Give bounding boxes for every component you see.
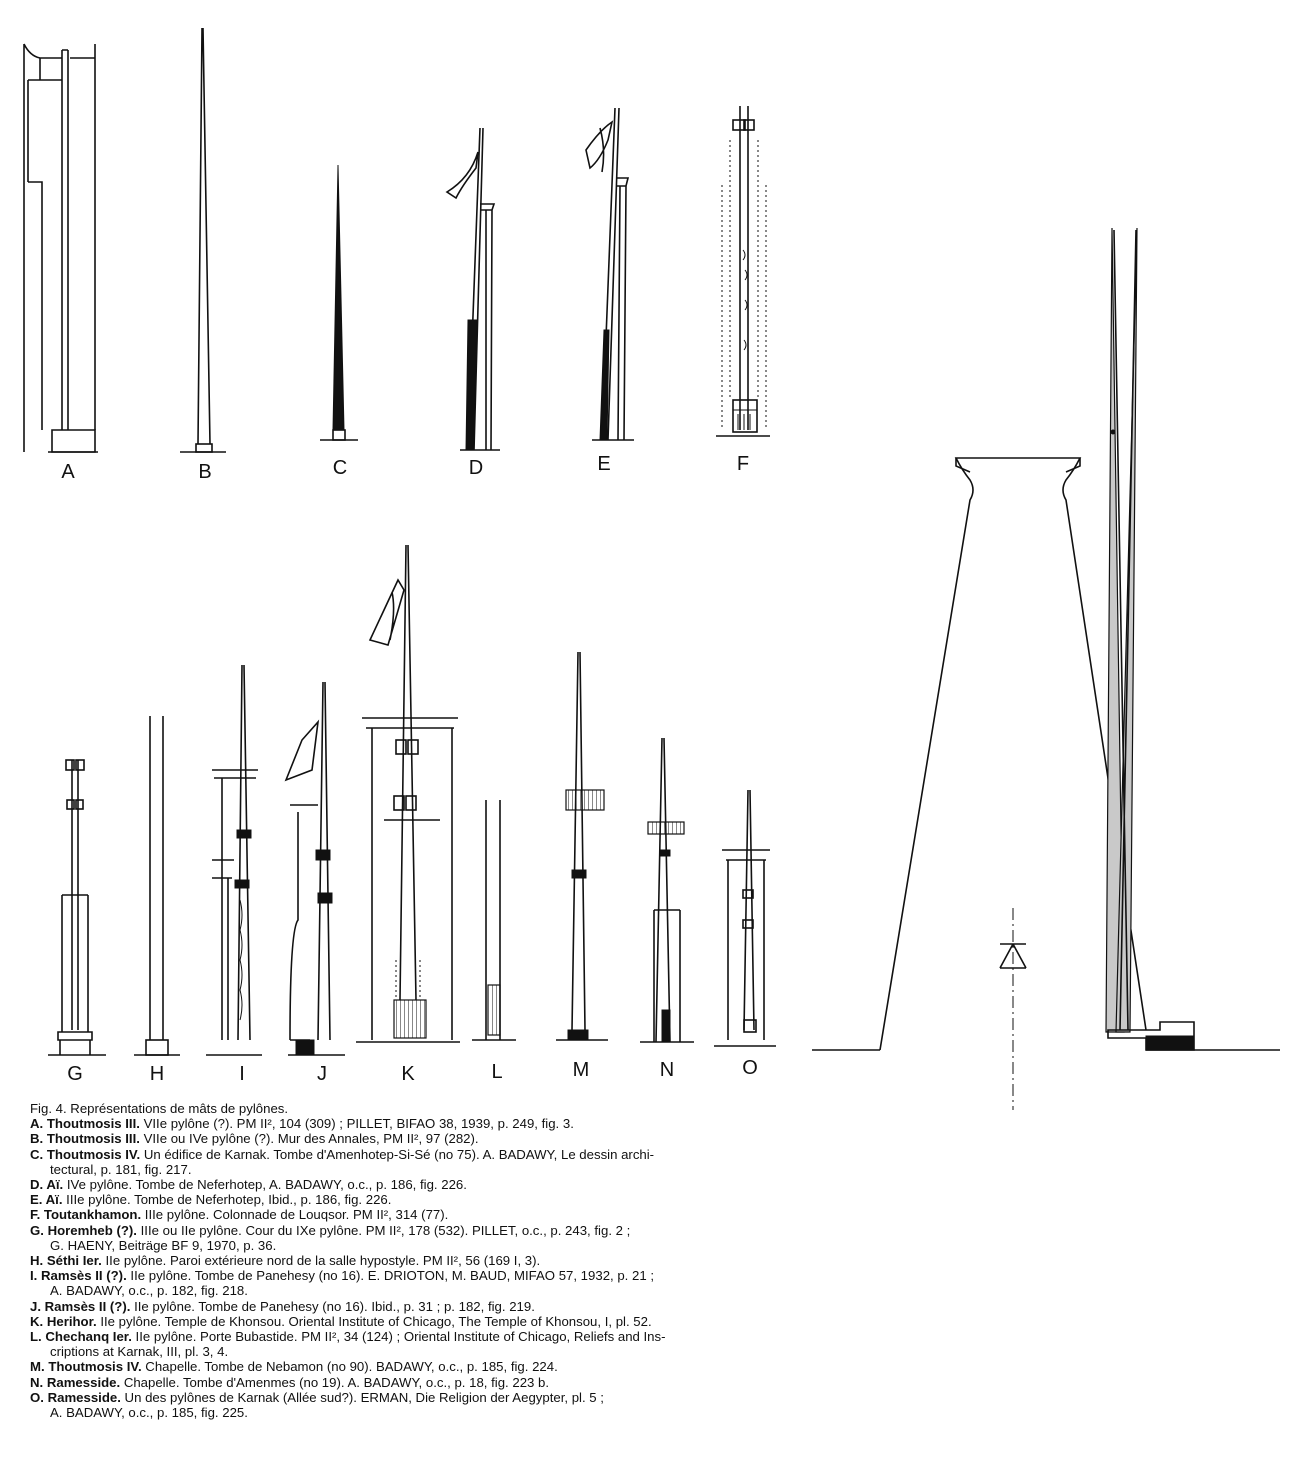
- caption-entry-heading: A. Thoutmosis III.: [30, 1116, 140, 1132]
- caption-entry-heading: E. Aï.: [30, 1192, 63, 1208]
- mast-drawing-o: [714, 790, 776, 1046]
- panel-label-h: H: [149, 1063, 165, 1085]
- caption-entry: [30, 1268, 790, 1283]
- pylon-reconstruction-drawing: [812, 228, 1280, 1110]
- mast-drawing-d: [447, 128, 500, 450]
- mast-drawing-h: [134, 716, 180, 1055]
- caption-entry-heading: K. Herihor.: [30, 1313, 97, 1329]
- caption-entry-heading: M. Thoutmosis IV.: [30, 1359, 142, 1375]
- panel-label-k: K: [401, 1063, 415, 1085]
- caption-entry-heading: L. Chechanq Ier.: [30, 1329, 132, 1345]
- caption-entry: [30, 1390, 790, 1405]
- panel-label-f: F: [736, 453, 750, 475]
- caption-entry-heading: G. Horemheb (?).: [30, 1222, 137, 1238]
- caption-entry-text: VIIe ou IVe pylône (?). Mur des Annales, PM II², 97 (282).: [139, 1131, 479, 1147]
- mast-drawing-c: [320, 165, 358, 440]
- panel-label-c: C: [332, 457, 348, 479]
- caption-entry: [30, 1147, 790, 1162]
- caption-entry-continuation: A. BADAWY, o.c., p. 185, fig. 225.: [50, 1405, 248, 1421]
- panel-label-j: J: [317, 1063, 327, 1085]
- mast-drawing-k: [356, 545, 460, 1042]
- caption-entry-text: Un des pylônes de Karnak (Allée sud?). ERMAN, Die Religion der Aegypter, pl. 5 ;: [120, 1389, 604, 1405]
- mast-drawing-i: [206, 665, 262, 1055]
- caption-entry-text: IIIe pylône. Colonnade de Louqsor. PM II², 314 (77).: [141, 1207, 449, 1223]
- caption-entry-text: IIe pylône. Temple de Khonsou. Oriental Institute of Chicago, The Temple of Khonsou, I, pl. 52.: [96, 1313, 652, 1329]
- caption-entry: [30, 1192, 790, 1207]
- mast-drawing-l: [472, 800, 516, 1040]
- mast-drawing-f: [716, 106, 770, 436]
- caption-entry-heading: O. Ramesside.: [30, 1389, 121, 1405]
- caption-entry-heading: H. Séthi Ier.: [30, 1253, 102, 1269]
- caption-entry-heading: C. Thoutmosis IV.: [30, 1146, 141, 1162]
- panel-label-g: G: [67, 1063, 83, 1085]
- panel-label-m: M: [572, 1059, 590, 1081]
- mast-drawing-a: [24, 44, 98, 452]
- caption-entry-continuation: G. HAENY, Beiträge BF 9, 1970, p. 36.: [50, 1237, 277, 1253]
- caption-entry-heading: N. Ramesside.: [30, 1374, 121, 1390]
- caption-entry-text: IVe pylône. Tombe de Neferhotep, A. BADAWY, o.c., p. 186, fig. 226.: [63, 1177, 467, 1193]
- caption-entries: [30, 1116, 790, 1420]
- caption-entry-text: Chapelle. Tombe d'Amenmes (no 19). A. BADAWY, o.c., p. 18, fig. 223 b.: [120, 1374, 550, 1390]
- mast-drawing-b: [180, 28, 226, 452]
- caption-entry: [30, 1116, 790, 1131]
- mast-drawing-m: [556, 652, 608, 1040]
- panel-label-d: D: [468, 457, 484, 479]
- caption-entry-heading: F. Toutankhamon.: [30, 1207, 142, 1223]
- caption-entry: [30, 1329, 790, 1344]
- mast-drawing-j: [286, 682, 345, 1055]
- panel-label-e: E: [597, 453, 611, 475]
- caption-entry-continuation: A. BADAWY, o.c., p. 182, fig. 218.: [50, 1283, 248, 1299]
- caption-entry: [30, 1359, 790, 1374]
- caption-entry-text: IIIe ou IIe pylône. Cour du IXe pylône. PM II², 178 (532). PILLET, o.c., p. 243, fig. 2 ;: [136, 1222, 631, 1238]
- caption-entry-text: Un édifice de Karnak. Tombe d'Amenhotep-Si-Sé (no 75). A. BADAWY, Le dessin archi-: [140, 1146, 655, 1162]
- panel-label-o: O: [742, 1057, 758, 1079]
- caption-entry-heading: D. Aï.: [30, 1177, 64, 1193]
- mast-drawing-n: [640, 738, 694, 1042]
- caption-entry-heading: I. Ramsès II (?).: [30, 1268, 127, 1284]
- caption-entry: [30, 1177, 790, 1192]
- caption-entry-continuation: tectural, p. 181, fig. 217.: [50, 1161, 192, 1177]
- panel-label-n: N: [659, 1059, 675, 1081]
- mast-drawing-g: [48, 760, 106, 1055]
- caption-entry-heading: J. Ramsès II (?).: [30, 1298, 131, 1314]
- caption-entry-text: IIe pylône. Tombe de Panehesy (no 16). E. DRIOTON, M. BAUD, MIFAO 57, 1932, p. 21 ;: [126, 1268, 655, 1284]
- caption-title: Fig. 4. Représentations de mâts de pylônes.: [30, 1101, 289, 1116]
- caption-entry: [30, 1314, 790, 1329]
- caption-entry-text: IIIe pylône. Tombe de Neferhotep, Ibid., p. 186, fig. 226.: [62, 1192, 392, 1208]
- caption-entry-text: IIe pylône. Porte Bubastide. PM II², 34 (124) ; Oriental Institute of Chicago, Reliefs and Ins-: [131, 1329, 666, 1345]
- caption-entry: [30, 1375, 790, 1390]
- caption-entry: [30, 1253, 790, 1268]
- caption-entry-text: VIIe pylône (?). PM II², 104 (309) ; PILLET, BIFAO 38, 1939, p. 249, fig. 3.: [139, 1116, 574, 1132]
- panel-label-b: B: [198, 461, 212, 483]
- caption-entry: [30, 1299, 790, 1314]
- caption-entry-text: Chapelle. Tombe de Nebamon (no 90). BADAWY, o.c., p. 185, fig. 224.: [141, 1359, 558, 1375]
- caption-entry-text: IIe pylône. Paroi extérieure nord de la salle hypostyle. PM II², 56 (169 I, 3).: [101, 1253, 541, 1269]
- panel-label-a: A: [61, 461, 75, 483]
- caption-entry: [30, 1223, 790, 1238]
- caption-entry-heading: B. Thoutmosis III.: [30, 1131, 140, 1147]
- caption-entry: [30, 1207, 790, 1222]
- caption-entry: [30, 1131, 790, 1146]
- caption-entry-continuation: criptions at Karnak, III, pl. 3, 4.: [50, 1344, 229, 1360]
- panel-label-l: L: [491, 1061, 503, 1083]
- panel-label-i: I: [239, 1063, 245, 1085]
- mast-drawing-e: [586, 108, 634, 440]
- caption-entry-text: IIe pylône. Tombe de Panehesy (no 16). Ibid., p. 31 ; p. 182, fig. 219.: [130, 1298, 535, 1314]
- figure-caption: [30, 1101, 790, 1420]
